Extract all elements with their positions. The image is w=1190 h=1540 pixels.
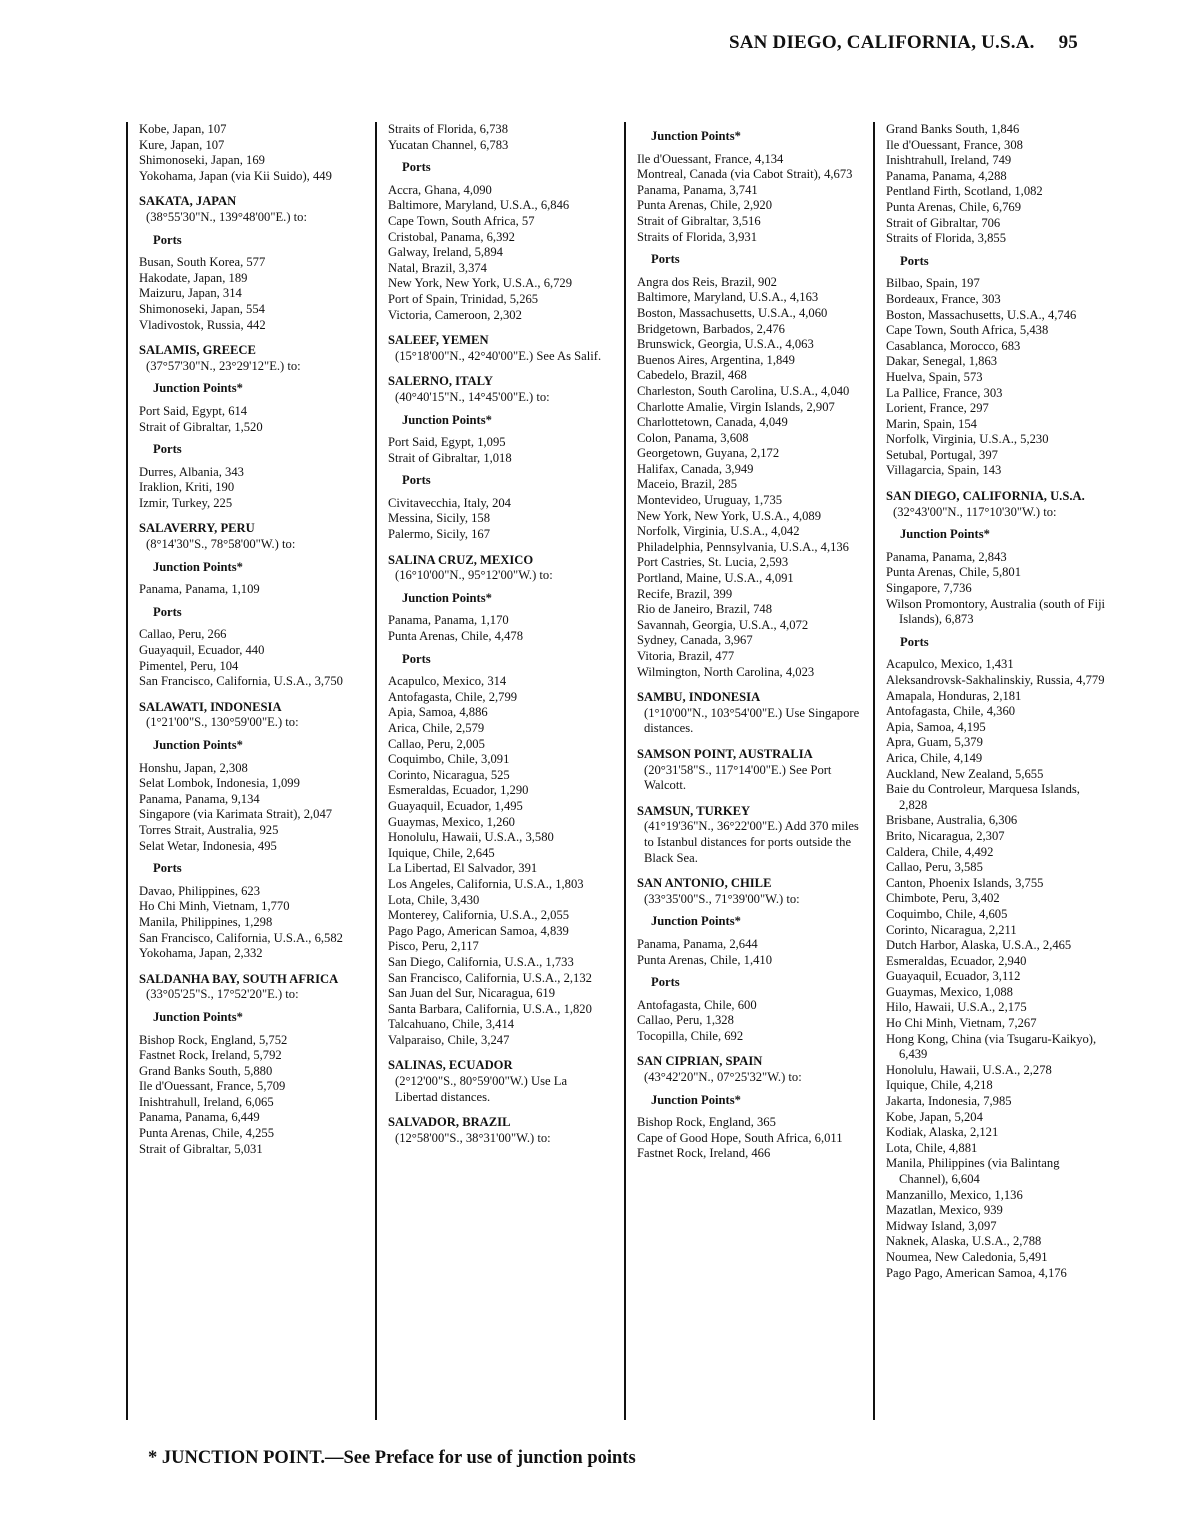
distance-entry: Norfolk, Virginia, U.S.A., 4,042	[637, 524, 800, 539]
distance-entry: Baltimore, Maryland, U.S.A., 6,846	[388, 198, 570, 213]
port-heading: SALINAS, ECUADOR	[388, 1058, 513, 1073]
distance-entry: Strait of Gibraltar, 5,031	[139, 1141, 263, 1156]
junction-points-subheading: Junction Points*	[651, 914, 741, 929]
distance-entry: Manzanillo, Mexico, 1,136	[886, 1187, 1023, 1202]
distance-entry: Pentland Firth, Scotland, 1,082	[886, 184, 1043, 199]
ports-subheading: Ports	[153, 232, 182, 247]
junction-points-subheading: Junction Points*	[153, 559, 243, 574]
port-coordinates: (12°58'00"S., 38°31'00"W.) to:	[395, 1130, 551, 1145]
distance-entry: Durres, Albania, 343	[139, 464, 244, 479]
port-coordinates: (1°21'00"S., 130°59'00"E.) to:	[146, 715, 299, 730]
distance-entry: Canton, Phoenix Islands, 3,755	[886, 875, 1044, 890]
distance-entry: Setubal, Portugal, 397	[886, 447, 998, 462]
distance-entry: Panama, Panama, 2,644	[637, 936, 758, 951]
ports-subheading: Ports	[153, 604, 182, 619]
port-heading: SAN ANTONIO, CHILE	[637, 876, 772, 891]
distance-entry: Noumea, New Caledonia, 5,491	[886, 1249, 1048, 1264]
distance-entry: Bishop Rock, England, 5,752	[139, 1032, 288, 1047]
port-coordinates: (33°05'25"S., 17°52'20"E.) to:	[146, 987, 299, 1002]
distance-entry: Panama, Panama, 4,288	[886, 168, 1007, 183]
port-heading: SALDANHA BAY, SOUTH AFRICA	[139, 971, 339, 986]
distance-entry: Accra, Ghana, 4,090	[388, 182, 492, 197]
junction-points-subheading: Junction Points*	[153, 738, 243, 752]
distance-entry: Angra dos Reis, Brazil, 902	[637, 274, 777, 289]
distance-entry: Panama, Panama, 3,741	[637, 182, 758, 197]
column-text	[637, 129, 860, 1162]
distance-entry: Straits of Florida, 6,738	[388, 122, 508, 136]
distance-entry: Maceio, Brazil, 285	[637, 477, 738, 492]
distance-entry: Ho Chi Minh, Vietnam, 7,267	[886, 1016, 1037, 1031]
column-4	[873, 122, 1109, 1420]
distance-entry: Iraklion, Kriti, 190	[139, 480, 235, 495]
distance-entry: Dutch Harbor, Alaska, U.S.A., 2,465	[886, 938, 1072, 953]
distance-entry: Honolulu, Hawaii, U.S.A., 2,278	[886, 1062, 1052, 1077]
distance-entry: Yokohama, Japan, 2,332	[139, 946, 263, 961]
distance-entry: Guaymas, Mexico, 1,260	[388, 814, 515, 829]
port-heading: SAMSUN, TURKEY	[637, 803, 751, 818]
distance-entry: Grand Banks South, 5,880	[139, 1063, 273, 1078]
distance-entry: Izmir, Turkey, 225	[139, 495, 233, 510]
distance-entry: Iquique, Chile, 4,218	[886, 1078, 993, 1093]
column-1	[126, 122, 362, 1420]
distance-entry: Kobe, Japan, 107	[139, 122, 227, 136]
junction-points-subheading: Junction Points*	[153, 381, 243, 396]
port-heading: SALEEF, YEMEN	[388, 333, 489, 348]
port-heading: SALAVERRY, PERU	[139, 521, 255, 536]
distance-entry: Jakarta, Indonesia, 7,985	[886, 1094, 1012, 1109]
port-coordinates: (8°14'30"S., 78°58'00"W.) to:	[146, 537, 296, 552]
distance-entry: Hakodate, Japan, 189	[139, 270, 248, 285]
distance-entry: Naknek, Alaska, U.S.A., 2,788	[886, 1234, 1042, 1249]
distance-entry: Bordeaux, France, 303	[886, 291, 1001, 306]
distance-entry: Recife, Brazil, 399	[637, 586, 733, 601]
distance-entry: Manila, Philippines, 1,298	[139, 914, 273, 929]
distance-entry: Brito, Nicaragua, 2,307	[886, 828, 1005, 843]
distance-entry: Iquique, Chile, 2,645	[388, 845, 495, 860]
distance-entry: Corinto, Nicaragua, 525	[388, 767, 510, 782]
distance-entry: Vitoria, Brazil, 477	[637, 649, 735, 663]
distance-entry: Caldera, Chile, 4,492	[886, 844, 994, 859]
distance-entry: Talcahuano, Chile, 3,414	[388, 1017, 515, 1032]
distance-entry: Tocopilla, Chile, 692	[637, 1028, 744, 1043]
distance-entry: Callao, Peru, 1,328	[637, 1013, 734, 1028]
distance-entry: Antofagasta, Chile, 4,360	[886, 704, 1016, 719]
distance-entry: Sydney, Canada, 3,967	[637, 633, 753, 648]
distance-entry: Acapulco, Mexico, 314	[388, 674, 507, 689]
distance-entry: Inishtrahull, Ireland, 6,065	[139, 1094, 274, 1109]
distance-entry: Lota, Chile, 3,430	[388, 892, 480, 907]
distance-entry: Bishop Rock, England, 365	[637, 1115, 776, 1130]
distance-entry: Cabedelo, Brazil, 468	[637, 368, 747, 383]
distance-entry: Punta Arenas, Chile, 6,769	[886, 199, 1022, 214]
distance-entry: Hong Kong, China (via Tsugaru-Kaikyo), 6,439	[886, 1031, 1097, 1062]
page-number: 95	[1058, 32, 1078, 53]
distance-entry: Manila, Philippines (via Balintang Channel), 6,604	[886, 1156, 1060, 1186]
distance-entry: Panama, Panama, 1,170	[388, 613, 509, 628]
distance-entry: Esmeraldas, Ecuador, 1,290	[388, 783, 529, 798]
port-heading: SALINA CRUZ, MEXICO	[388, 552, 534, 567]
distance-entry: Callao, Peru, 3,585	[886, 860, 983, 875]
ports-subheading: Ports	[402, 473, 431, 488]
distance-entry: Corinto, Nicaragua, 2,211	[886, 922, 1017, 937]
ports-subheading: Ports	[153, 861, 182, 876]
distance-entry: Lorient, France, 297	[886, 401, 989, 416]
distance-entry: Busan, South Korea, 577	[139, 255, 266, 270]
distance-entry: Boston, Massachusetts, U.S.A., 4,060	[637, 305, 828, 320]
distance-entry: Singapore, 7,736	[886, 581, 972, 596]
junction-points-subheading: Junction Points*	[402, 412, 492, 427]
distance-entry: Charlotte Amalie, Virgin Islands, 2,907	[637, 399, 835, 414]
ports-subheading: Ports	[651, 975, 680, 990]
junction-points-subheading: Junction Points*	[153, 1009, 243, 1024]
distance-entry: Norfolk, Virginia, U.S.A., 5,230	[886, 432, 1049, 447]
port-coordinates: (32°43'00"N., 117°10'30"W.) to:	[893, 504, 1057, 519]
distance-entry: Lota, Chile, 4,881	[886, 1140, 978, 1155]
port-heading: SALAWATI, INDONESIA	[139, 699, 282, 714]
distance-entry: La Pallice, France, 303	[886, 385, 1003, 400]
ports-subheading: Ports	[900, 253, 929, 268]
distance-entry: Panama, Panama, 1,109	[139, 582, 260, 597]
distance-entry: Galway, Ireland, 5,894	[388, 245, 503, 260]
distance-entry: Strait of Gibraltar, 3,516	[637, 213, 761, 228]
distance-entry: Midway Island, 3,097	[886, 1218, 997, 1233]
distance-entry: Messina, Sicily, 158	[388, 511, 491, 526]
distance-entry: Ho Chi Minh, Vietnam, 1,770	[139, 899, 290, 914]
ports-subheading: Ports	[651, 252, 680, 267]
port-coordinates: (41°19'36"N., 36°22'00"E.) Add 370 miles to Istanbul distances for ports outside the Black Sea.	[644, 819, 859, 865]
port-coordinates: (2°12'00"S., 80°59'00"W.) Use La Libertad distances.	[395, 1074, 568, 1104]
distance-entry: Buenos Aires, Argentina, 1,849	[637, 352, 795, 367]
distance-entry: Pimentel, Peru, 104	[139, 658, 239, 673]
distance-entry: Ile d'Ouessant, France, 5,709	[139, 1079, 286, 1094]
port-coordinates: (33°35'00"S., 71°39'00"W.) to:	[644, 891, 800, 906]
distance-entry: Strait of Gibraltar, 1,520	[139, 419, 263, 434]
distance-entry: Punta Arenas, Chile, 5,801	[886, 565, 1022, 580]
distance-entry: Esmeraldas, Ecuador, 2,940	[886, 953, 1027, 968]
distance-entry: Villagarcia, Spain, 143	[886, 463, 1002, 478]
ports-subheading: Ports	[153, 442, 182, 457]
distance-entry: Honshu, Japan, 2,308	[139, 760, 248, 775]
distance-entry: La Libertad, El Salvador, 391	[388, 861, 538, 876]
distance-entry: Baltimore, Maryland, U.S.A., 4,163	[637, 290, 819, 305]
port-coordinates: (37°57'30"N., 23°29'12"E.) to:	[146, 358, 301, 373]
port-coordinates: (20°31'58"S., 117°14'00"E.) See Port Walcott.	[644, 762, 832, 793]
distance-entry: Wilson Promontory, Australia (south of Fiji Islands), 6,873	[886, 596, 1106, 627]
distance-entry: Colon, Panama, 3,608	[637, 430, 749, 445]
distance-entry: Straits of Florida, 3,855	[886, 231, 1006, 246]
distance-entry: Cristobal, Panama, 6,392	[388, 229, 515, 244]
distance-entry: New York, New York, U.S.A., 4,089	[637, 508, 822, 523]
port-coordinates: (15°18'00"N., 42°40'00"E.) See As Salif.	[395, 348, 602, 363]
column-text	[139, 122, 362, 1157]
distance-entry: Palermo, Sicily, 167	[388, 527, 491, 542]
distance-entry: Aleksandrovsk-Sakhalinskiy, Russia, 4,779	[886, 673, 1105, 687]
distance-entry: Panama, Panama, 6,449	[139, 1110, 260, 1125]
distance-entry: Santa Barbara, California, U.S.A., 1,820	[388, 1001, 592, 1016]
distance-entry: Amapala, Honduras, 2,181	[886, 688, 1022, 703]
port-heading: SALVADOR, BRAZIL	[388, 1115, 511, 1130]
distance-entry: Selat Wetar, Indonesia, 495	[139, 838, 277, 853]
distance-entry: Cape Town, South Africa, 5,438	[886, 323, 1049, 338]
port-coordinates: (38°55'30"N., 139°48'00"E.) to:	[146, 209, 307, 224]
port-coordinates: (40°40'15"N., 14°45'00"E.) to:	[395, 389, 550, 404]
distance-entry: Marin, Spain, 154	[886, 416, 977, 431]
port-heading: SAKATA, JAPAN	[139, 194, 237, 209]
distance-entry: Arica, Chile, 4,149	[886, 750, 983, 765]
distance-entry: Davao, Philippines, 623	[139, 883, 261, 898]
distance-entry: Ile d'Ouessant, France, 308	[886, 137, 1023, 152]
column-3	[624, 122, 860, 1420]
distance-entry: San Juan del Sur, Nicaragua, 619	[388, 986, 556, 1001]
distance-entry: Yucatan Channel, 6,783	[388, 137, 509, 152]
distance-entry: San Francisco, California, U.S.A., 2,132	[388, 970, 592, 985]
distance-entry: Antofagasta, Chile, 600	[637, 997, 757, 1012]
junction-points-subheading: Junction Points*	[651, 1092, 741, 1107]
junction-points-subheading: Junction Points*	[651, 129, 741, 143]
footnote: * JUNCTION POINT.—See Preface for use of junction points	[148, 1448, 636, 1468]
distance-entry: Dakar, Senegal, 1,863	[886, 354, 998, 369]
distance-entry: Strait of Gibraltar, 706	[886, 215, 1001, 230]
junction-points-subheading: Junction Points*	[900, 527, 990, 542]
distance-entry: Apra, Guam, 5,379	[886, 735, 983, 750]
distance-entry: Mazatlan, Mexico, 939	[886, 1203, 1003, 1218]
distance-entry: Punta Arenas, Chile, 4,255	[139, 1126, 275, 1141]
distance-entry: Guayaquil, Ecuador, 3,112	[886, 969, 1021, 984]
distance-entry: Fastnet Rock, Ireland, 466	[637, 1146, 771, 1161]
distance-entry: Selat Lombok, Indonesia, 1,099	[139, 776, 300, 791]
distance-entry: Philadelphia, Pennsylvania, U.S.A., 4,136	[637, 539, 849, 554]
distance-entry: Kure, Japan, 107	[139, 137, 225, 152]
distance-entry: Pisco, Peru, 2,117	[388, 939, 479, 954]
distance-entry: Chimbote, Peru, 3,402	[886, 891, 1000, 906]
distance-entry: Kodiak, Alaska, 2,121	[886, 1125, 999, 1140]
port-coordinates: (16°10'00"N., 95°12'00"W.) to:	[395, 568, 553, 583]
distance-entry: Guayaquil, Ecuador, 1,495	[388, 798, 523, 813]
distance-entry: Acapulco, Mexico, 1,431	[886, 657, 1014, 672]
port-coordinates: (1°10'00"N., 103°54'00"E.) Use Singapore distances.	[644, 705, 860, 736]
distance-entry: Huelva, Spain, 573	[886, 369, 983, 384]
distance-entry: Boston, Massachusetts, U.S.A., 4,746	[886, 307, 1077, 322]
distance-entry: Panama, Panama, 2,843	[886, 549, 1007, 564]
distance-entry: Hilo, Hawaii, U.S.A., 2,175	[886, 1000, 1027, 1015]
distance-entry: Punta Arenas, Chile, 2,920	[637, 198, 773, 213]
distance-entry: Antofagasta, Chile, 2,799	[388, 689, 518, 704]
distance-entry: Fastnet Rock, Ireland, 5,792	[139, 1048, 282, 1063]
distance-entry: Portland, Maine, U.S.A., 4,091	[637, 571, 794, 586]
distance-entry: Punta Arenas, Chile, 4,478	[388, 629, 524, 644]
distance-entry: Casablanca, Morocco, 683	[886, 338, 1021, 353]
distance-entry: Panama, Panama, 9,134	[139, 791, 260, 806]
junction-points-subheading: Junction Points*	[402, 590, 492, 605]
distance-entry: Charleston, South Carolina, U.S.A., 4,040	[637, 383, 850, 398]
distance-entry: Pago Pago, American Samoa, 4,176	[886, 1265, 1067, 1280]
port-heading: SAN DIEGO, CALIFORNIA, U.S.A.	[886, 489, 1085, 504]
column-text	[388, 122, 611, 1146]
distance-entry: Montreal, Canada (via Cabot Strait), 4,673	[637, 167, 853, 182]
distance-entry: San Francisco, California, U.S.A., 3,750	[139, 674, 343, 689]
distance-entry: Port of Spain, Trinidad, 5,265	[388, 291, 539, 306]
distance-entry: Rio de Janeiro, Brazil, 748	[637, 602, 773, 617]
ports-subheading: Ports	[402, 651, 431, 666]
distance-entry: Coquimbo, Chile, 4,605	[886, 906, 1008, 921]
distance-entry: Apia, Samoa, 4,886	[388, 705, 488, 720]
distance-entry: Monterey, California, U.S.A., 2,055	[388, 908, 570, 923]
distance-entry: Singapore (via Karimata Strait), 2,047	[139, 807, 333, 822]
distance-entry: Victoria, Cameroon, 2,302	[388, 307, 522, 322]
distance-entry: Los Angeles, California, U.S.A., 1,803	[388, 876, 584, 891]
distance-entry: Charlottetown, Canada, 4,049	[637, 415, 788, 430]
distance-entry: Torres Strait, Australia, 925	[139, 822, 279, 837]
distance-entry: Brunswick, Georgia, U.S.A., 4,063	[637, 337, 814, 352]
distance-entry: Shimonoseki, Japan, 554	[139, 301, 265, 316]
distance-entry: Montevideo, Uruguay, 1,735	[637, 493, 783, 508]
distance-entry: Guaymas, Mexico, 1,088	[886, 984, 1013, 999]
distance-entry: Vladivostok, Russia, 442	[139, 317, 266, 332]
column-text	[886, 122, 1109, 1281]
distance-entry: Arica, Chile, 2,579	[388, 721, 485, 735]
distance-entry: Georgetown, Guyana, 2,172	[637, 446, 780, 461]
distance-entry: Brisbane, Australia, 6,306	[886, 813, 1018, 828]
distance-entry: Strait of Gibraltar, 1,018	[388, 450, 512, 465]
distance-entry: Cape Town, South Africa, 57	[388, 213, 535, 228]
distance-entry: Honolulu, Hawaii, U.S.A., 3,580	[388, 830, 554, 845]
distance-entry: Wilmington, North Carolina, 4,023	[637, 664, 815, 679]
distance-entry: Shimonoseki, Japan, 169	[139, 153, 265, 168]
distance-entry: Kobe, Japan, 5,204	[886, 1109, 983, 1124]
distance-entry: Callao, Peru, 2,005	[388, 736, 485, 751]
distance-entry: Apia, Samoa, 4,195	[886, 719, 986, 734]
distance-entry: Yokohama, Japan (via Kii Suido), 449	[139, 168, 332, 183]
ports-subheading: Ports	[402, 160, 431, 175]
ports-subheading: Ports	[900, 634, 929, 649]
port-heading: SAMBU, INDONESIA	[637, 690, 761, 705]
distance-entry: Port Said, Egypt, 1,095	[388, 435, 506, 450]
distance-entry: Baie du Controleur, Marquesa Islands, 2,828	[886, 782, 1080, 812]
port-heading: SALERNO, ITALY	[388, 374, 493, 389]
distance-entry: New York, New York, U.S.A., 6,729	[388, 276, 573, 291]
running-head	[729, 32, 1078, 54]
page-title: SAN DIEGO, CALIFORNIA, U.S.A.	[728, 32, 1035, 53]
distance-entry: Guayaquil, Ecuador, 440	[139, 643, 265, 658]
distance-entry: Auckland, New Zealand, 5,655	[886, 766, 1044, 781]
distance-entry: Callao, Peru, 266	[139, 627, 227, 642]
distance-entry: Halifax, Canada, 3,949	[637, 461, 754, 476]
distance-entry: Punta Arenas, Chile, 1,410	[637, 952, 773, 967]
distance-entry: San Diego, California, U.S.A., 1,733	[388, 954, 574, 969]
distance-entry: Bilbao, Spain, 197	[886, 276, 980, 291]
distance-entry: Civitavecchia, Italy, 204	[388, 495, 511, 510]
column-2	[375, 122, 611, 1420]
distance-entry: Bridgetown, Barbados, 2,476	[637, 321, 785, 336]
port-heading: SALAMIS, GREECE	[139, 343, 256, 358]
distance-entry: Port Said, Egypt, 614	[139, 403, 248, 418]
distance-entry: Maizuru, Japan, 314	[139, 286, 242, 301]
distance-entry: Natal, Brazil, 3,374	[388, 260, 487, 275]
distance-entry: Pago Pago, American Samoa, 4,839	[388, 923, 569, 938]
distance-entry: Grand Banks South, 1,846	[886, 122, 1020, 136]
distance-entry: Cape of Good Hope, South Africa, 6,011	[637, 1130, 843, 1145]
distance-entry: Straits of Florida, 3,931	[637, 229, 757, 244]
port-heading: SAMSON POINT, AUSTRALIA	[637, 746, 813, 761]
distance-entry: San Francisco, California, U.S.A., 6,582	[139, 930, 343, 945]
distance-entry: Savannah, Georgia, U.S.A., 4,072	[637, 617, 809, 632]
distance-entry: Coquimbo, Chile, 3,091	[388, 752, 510, 767]
distance-entry: Inishtrahull, Ireland, 749	[886, 153, 1012, 168]
distance-entry: Ile d'Ouessant, France, 4,134	[637, 151, 784, 166]
distance-entry: Valparaiso, Chile, 3,247	[388, 1032, 510, 1047]
port-heading: SAN CIPRIAN, SPAIN	[637, 1054, 763, 1069]
distance-entry: Port Castries, St. Lucia, 2,593	[637, 555, 789, 570]
port-coordinates: (43°42'20"N., 07°25'32"W.) to:	[644, 1070, 802, 1085]
